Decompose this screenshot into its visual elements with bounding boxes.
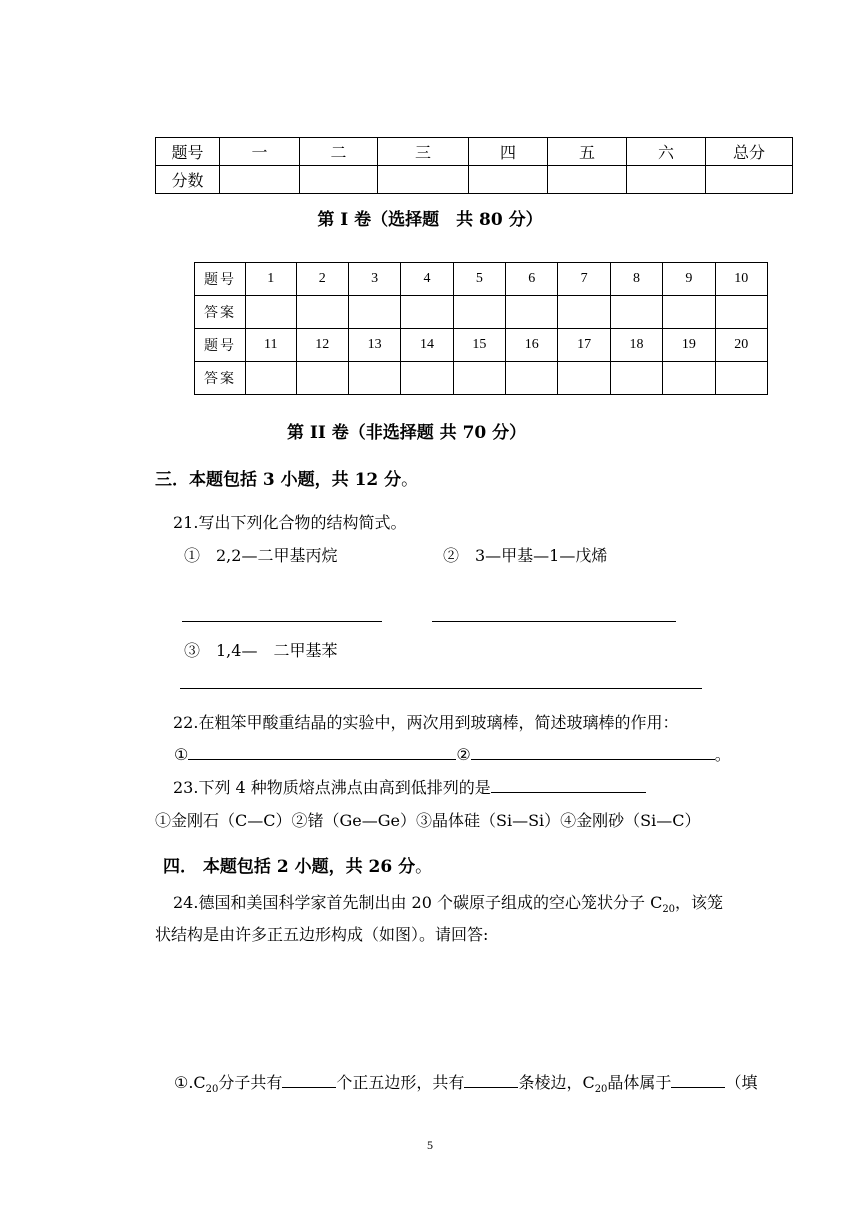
question-number: 11 [246, 329, 297, 362]
score-header-cell: 五 [548, 138, 627, 166]
question-number: 15 [453, 329, 505, 362]
q21-item1: ① 2,2—二甲基丙烷 [184, 546, 338, 565]
question-label: 题号 [195, 263, 246, 296]
q21-answer-line-3[interactable] [180, 688, 702, 689]
score-header-cell: 六 [627, 138, 706, 166]
answer-cell[interactable] [663, 296, 715, 329]
q24-sub: 20 [594, 1084, 608, 1096]
question-number: 14 [401, 329, 453, 362]
q23-stem-row [173, 775, 646, 798]
answer-cell[interactable] [453, 362, 505, 395]
q22-end: 。 [714, 745, 731, 764]
answer-cell[interactable] [296, 296, 348, 329]
answer-cell[interactable] [246, 296, 297, 329]
q24-blank-1[interactable] [282, 1073, 336, 1088]
q24-line1-a: 24.德国和美国科学家首先制出由 20 个碳原子组成的空心笼状分子 C [173, 893, 663, 912]
question-number: 19 [663, 329, 715, 362]
answer-cell[interactable] [401, 296, 453, 329]
score-header-cell: 一 [220, 138, 300, 166]
q22-mark2: ② [456, 745, 471, 764]
answer-cell[interactable] [610, 362, 662, 395]
score-header-cell: 总分 [706, 138, 793, 166]
answer-row [195, 296, 768, 329]
answer-cell[interactable] [558, 362, 610, 395]
answer-row [195, 362, 768, 395]
section4-title: 四． 本题包括 2 小题，共 26 分 [163, 857, 416, 877]
q24-line2: 状结构是由许多正五边形构成（如图）。请回答: [155, 925, 489, 944]
q24-p1-c: 个正五边形，共有 [336, 1073, 465, 1092]
question-number: 2 [296, 263, 348, 296]
section3-heading [155, 465, 418, 490]
answer-cell[interactable] [401, 362, 453, 395]
score-header-cell: 二 [300, 138, 378, 166]
score-header-cell: 题号 [156, 138, 220, 166]
score-cell[interactable] [469, 166, 548, 194]
answer-cell[interactable] [246, 362, 297, 395]
answer-question-row [195, 263, 768, 296]
q24-sub: 20 [205, 1084, 219, 1096]
q23-options: ①金刚石（C—C）②锗（Ge—Ge）③晶体硅（Si—Si）④金刚砂（Si—C） [155, 811, 701, 830]
section3-period: 。 [401, 470, 419, 490]
answer-cell[interactable] [715, 296, 767, 329]
question-number: 7 [558, 263, 610, 296]
answer-cell[interactable] [610, 296, 662, 329]
score-header-cell: 三 [378, 138, 469, 166]
answer-table [194, 262, 768, 395]
q24-p1-f: （填 [725, 1073, 758, 1092]
question-number: 9 [663, 263, 715, 296]
question-label: 题号 [195, 329, 246, 362]
q21-stem: 21.写出下列化合物的结构简式。 [173, 513, 407, 532]
answer-label: 答案 [195, 362, 246, 395]
question-number: 3 [348, 263, 400, 296]
answer-cell[interactable] [506, 296, 558, 329]
section3-title: 三．本题包括 3 小题，共 12 分 [155, 470, 402, 490]
page-number: 5 [427, 1138, 433, 1152]
q21-item3: ③ 1,4— 二甲基苯 [184, 641, 338, 660]
score-header-cell: 四 [469, 138, 548, 166]
q24-p1-a: ①.C [174, 1073, 206, 1092]
score-cell[interactable] [378, 166, 469, 194]
q23-stem: 23.下列 4 种物质熔点沸点由高到低排列的是 [173, 778, 491, 797]
question-number: 12 [296, 329, 348, 362]
q22-stem: 22.在粗笨甲酸重结晶的实验中，两次用到玻璃棒，简述玻璃棒的作用： [173, 713, 679, 732]
score-table-value-row [156, 166, 793, 194]
answer-cell[interactable] [715, 362, 767, 395]
q21-item2: ② 3—甲基—1—戊烯 [443, 546, 608, 565]
answer-label: 答案 [195, 296, 246, 329]
section4-period: 。 [415, 857, 433, 877]
question-number: 6 [506, 263, 558, 296]
q22-blank-1[interactable] [188, 745, 456, 760]
q24-p1-d: 条棱边，C [518, 1073, 595, 1092]
question-number: 18 [610, 329, 662, 362]
q24-line1 [173, 890, 723, 915]
part2-title: 第 II 卷（非选择题 共 70 分） [287, 423, 527, 443]
q24-part1 [174, 1070, 757, 1095]
score-table [155, 137, 793, 194]
question-number: 13 [348, 329, 400, 362]
answer-cell[interactable] [663, 362, 715, 395]
q24-blank-2[interactable] [464, 1073, 518, 1088]
q24-p1-e: 晶体属于 [607, 1073, 672, 1092]
answer-cell[interactable] [453, 296, 505, 329]
q22-answer-row [174, 742, 731, 765]
q22-blank-2[interactable] [471, 745, 715, 760]
q24-line1-b: ，该笼 [675, 893, 724, 912]
answer-cell[interactable] [506, 362, 558, 395]
q21-answer-line-2[interactable] [432, 621, 676, 622]
score-cell[interactable] [627, 166, 706, 194]
q23-blank[interactable] [491, 778, 646, 793]
question-number: 5 [453, 263, 505, 296]
answer-cell[interactable] [558, 296, 610, 329]
question-number: 8 [610, 263, 662, 296]
question-number: 20 [715, 329, 767, 362]
score-cell[interactable] [548, 166, 627, 194]
q22-mark1: ① [174, 745, 189, 764]
part1-title: 第 I 卷（选择题 共 80 分） [317, 210, 543, 230]
question-number: 4 [401, 263, 453, 296]
answer-cell[interactable] [348, 362, 400, 395]
score-row-label: 分数 [156, 166, 220, 194]
q24-sub: 20 [662, 904, 676, 916]
score-table-header-row [156, 138, 793, 166]
section4-heading [163, 852, 432, 877]
score-cell[interactable] [300, 166, 378, 194]
score-cell[interactable] [706, 166, 793, 194]
q24-blank-3[interactable] [671, 1073, 725, 1088]
question-number: 16 [506, 329, 558, 362]
score-cell[interactable] [220, 166, 300, 194]
answer-cell[interactable] [296, 362, 348, 395]
q21-answer-line-1[interactable] [182, 621, 382, 622]
q24-p1-b: 分子共有 [218, 1073, 283, 1092]
answer-question-row [195, 329, 768, 362]
answer-cell[interactable] [348, 296, 400, 329]
question-number: 17 [558, 329, 610, 362]
question-number: 1 [246, 263, 297, 296]
question-number: 10 [715, 263, 767, 296]
